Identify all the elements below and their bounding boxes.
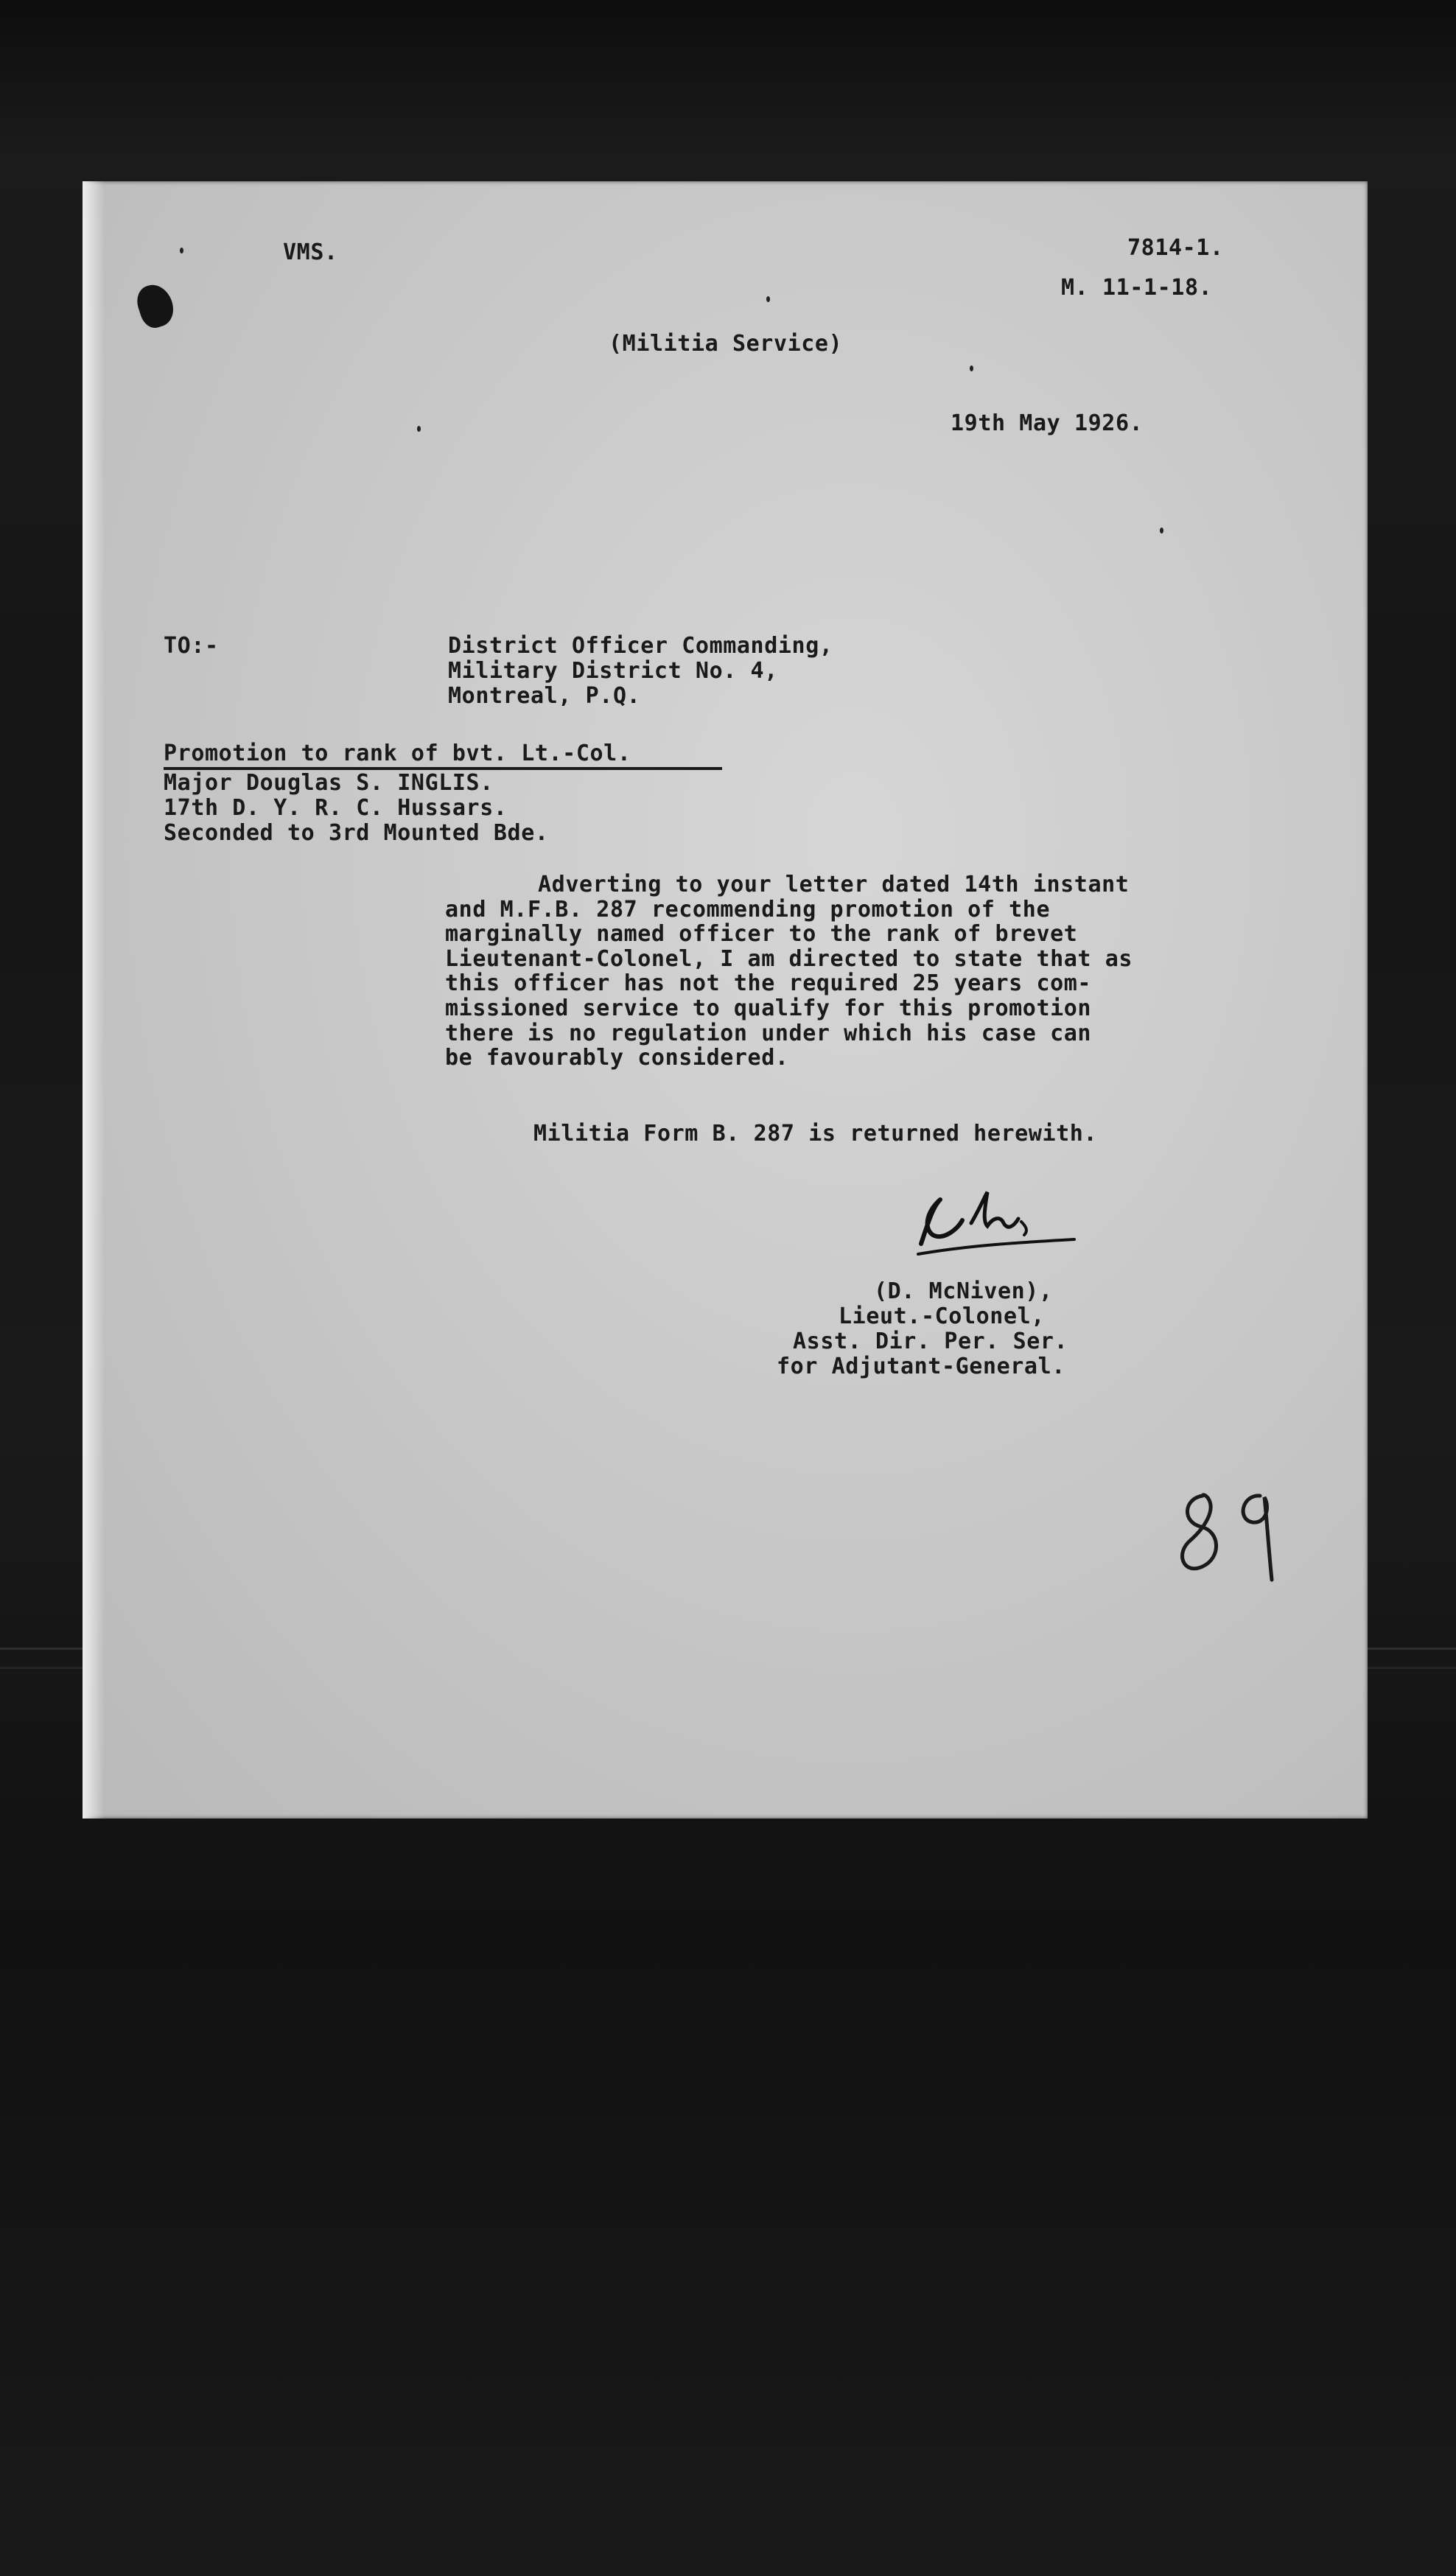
file-number: 7814-1.: [1127, 235, 1224, 261]
ink-speck: [970, 365, 973, 371]
body-line: marginally named officer to the rank of brevet: [445, 921, 1078, 948]
to-label: TO:-: [164, 633, 219, 659]
ink-speck: [417, 426, 421, 432]
body-line: be favourably considered.: [445, 1045, 789, 1071]
subject-line: 17th D. Y. R. C. Hussars.: [164, 795, 508, 821]
typist-initials: VMS.: [283, 239, 338, 265]
page-edge-highlight: [83, 181, 105, 1819]
service-heading: (Militia Service): [609, 331, 843, 357]
addressee-line: Military District No. 4,: [448, 658, 778, 684]
subject-line: Seconded to 3rd Mounted Bde.: [164, 820, 549, 846]
file-reference: M. 11-1-18.: [1061, 275, 1213, 301]
body-line: Adverting to your letter dated 14th instant: [538, 872, 1130, 897]
signatory-rank: Lieut.-Colonel,: [839, 1303, 1045, 1329]
body-line: this officer has not the required 25 years com-: [445, 970, 1092, 997]
signatory-title: Asst. Dir. Per. Ser.: [793, 1329, 1068, 1354]
signatory-name: (D. McNiven),: [874, 1278, 1053, 1304]
closing-line: Militia Form B. 287 is returned herewith.: [533, 1121, 1098, 1147]
letter-body: [445, 872, 1292, 1071]
body-line: there is no regulation under which his case can: [445, 1020, 1092, 1046]
subject-line: Major Douglas S. INGLIS.: [164, 770, 494, 796]
letter-date: 19th May 1926.: [951, 410, 1144, 436]
ink-speck: [766, 296, 770, 302]
folio-text: 89: [1169, 1481, 1170, 1482]
body-line: missioned service to qualify for this promotion: [445, 995, 1092, 1021]
handwritten-folio-number: [1169, 1481, 1287, 1592]
ink-speck: [180, 248, 183, 253]
addressee-line: District Officer Commanding,: [448, 633, 833, 659]
body-line: and M.F.B. 287 recommending promotion of the: [445, 896, 1051, 923]
handwritten-signature: [911, 1177, 1080, 1259]
signatory-capacity: for Adjutant-General.: [777, 1354, 1065, 1379]
addressee-line: Montreal, P.Q.: [448, 683, 641, 709]
ink-speck: [1160, 528, 1163, 533]
subject-title: Promotion to rank of bvt. Lt.-Col.: [164, 741, 631, 766]
body-line: Lieutenant-Colonel, I am directed to state that as: [445, 945, 1133, 972]
